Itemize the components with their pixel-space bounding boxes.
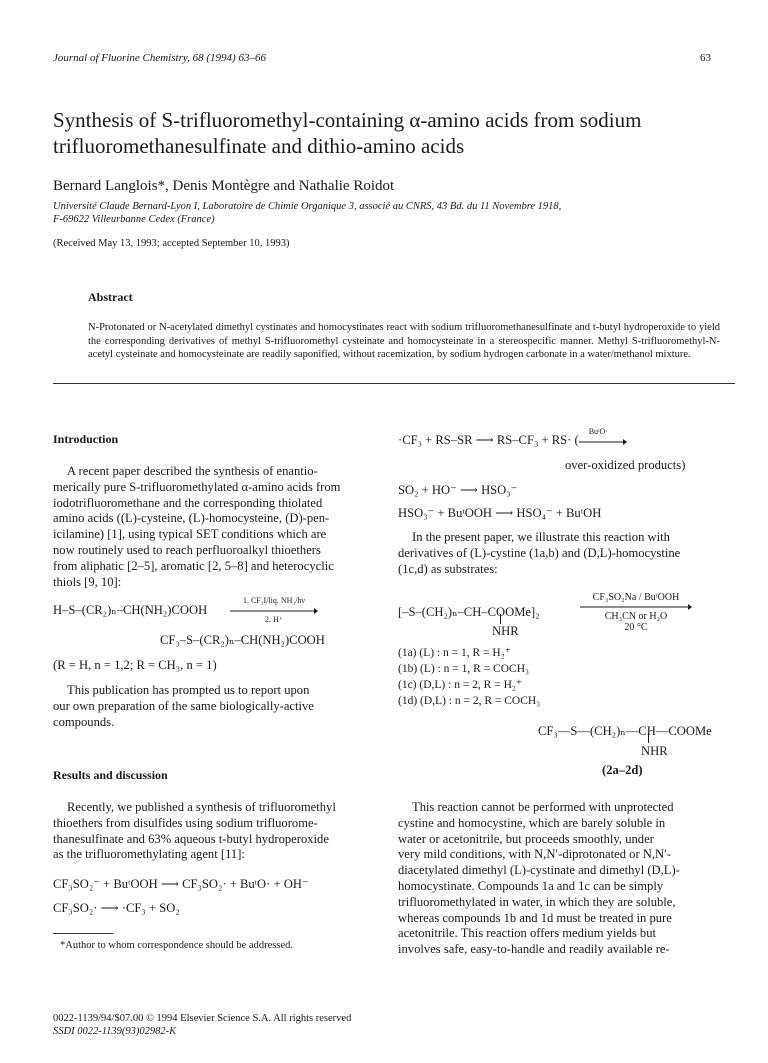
intro-line: A recent paper described the synthesis of enantio- <box>67 464 318 478</box>
intro-line: iodotrifluoromethane and the corresponding thiolated <box>53 495 323 510</box>
intro-line: amino acids ((L)-cysteine, (L)-homocysteine, (D)-pen- <box>53 511 330 526</box>
body-line: diacetylated dimethyl (L)-cystinate and dimethyl (D,L)- <box>398 863 680 878</box>
equation-1-reactant: H–S–(CR₂)ₙ–CH(NH₂)COOH <box>53 603 208 617</box>
equation-4-text: ·CF₃ + RS–SR ⟶ RS–CF₃ + RS· ( <box>398 433 579 447</box>
scheme-reactant-nhr: NHR <box>492 624 519 638</box>
scheme-reactant: [–S–(CH₂)ₙ–CH–COOMe]₂ <box>398 605 540 619</box>
body-paragraph-right-2 <box>398 800 720 958</box>
copyright-line: 0022-1139/94/$07.00 © 1994 Elsevier Science S.A. All rights reserved <box>53 1013 352 1024</box>
equation-4-arrow-label: BuᵗO· <box>588 427 608 436</box>
affiliation <box>53 200 733 226</box>
introduction-heading: Introduction <box>53 432 119 446</box>
compound-1a: (1a) (L) : n = 1, R = H₂⁺ <box>398 647 511 659</box>
intro-paragraph-1 <box>53 464 378 590</box>
reaction-arrow-icon <box>580 603 692 611</box>
reaction-arrow-icon <box>230 607 318 615</box>
reaction-arrow-icon <box>579 438 627 446</box>
results-line: thanesulfinate and 63% aqueous t-butyl hydroperoxide <box>53 831 329 846</box>
equation-4-arrow <box>579 427 627 444</box>
body-line: homocystinate. Compounds 1a and 1c can be simply <box>398 878 664 893</box>
abstract-text: N-Protonated or N-acetylated dimethyl cystinates and homocystinates react with sodium trifluoromethanesulfinate and t-butyl hydroperoxide to yield the corresponding derivatives of methyl S-trifluoromethyl cysteinate and homocysteinate in a stereospecific manner. Methyl S-trifluoromethyl-N-acetyl cysteinate and homocysteinate are readily saponified, without racemization, by sodium hydrogen carbonate in a water/methanol mixture. <box>88 322 720 360</box>
intro-line: now routinely used to reach perfluoroalkyl thioethers <box>53 542 321 557</box>
body-line: whereas compounds 1b and 1d must be treated in pure <box>398 910 672 925</box>
equation-6: HSO₃⁻ + BuᵗOOH ⟶ HSO₄⁻ + BuᵗOH <box>398 506 602 520</box>
abstract-divider <box>53 383 735 384</box>
equation-1-acid: 2. H⁺ <box>265 615 283 624</box>
compound-1b: (1b) (L) : n = 1, R = COCH₃ <box>398 663 530 675</box>
title-line-2: trifluoromethanesulfinate and dithio-amino acids <box>53 134 465 158</box>
equation-4-continuation: over-oxidized products) <box>565 458 686 472</box>
intro-paragraph-2 <box>53 683 378 730</box>
affiliation-line-1: Université Claude Bernard-Lyon I, Laboratoire de Chimie Organique 3, associé au CNRS, 43 Bd. du 11 Novembre 1918, <box>53 201 562 212</box>
intro-line: icilamine) [1], using typical SET conditions which are <box>53 527 327 542</box>
scheme-reagent: CF₃SO₂Na / BuᵗOOH <box>592 592 680 603</box>
body-line: acetonitrile. This reaction offers medium yields but <box>398 926 656 941</box>
body-line: involves safe, easy-to-handle and readily available re- <box>398 942 670 957</box>
equation-1-reagents: 1. CF₃I/liq. NH₃/hν <box>242 596 306 605</box>
body-line: water or acetonitrile, but proceeds smoothly, under <box>398 831 654 846</box>
body-line: derivatives of (L)-cystine (1a,b) and (D,L)-homocystine <box>398 545 681 560</box>
results-line: Recently, we published a synthesis of trifluoromethyl <box>67 800 336 814</box>
received-dates: (Received May 13, 1993; accepted September 10, 1993) <box>53 238 290 249</box>
affiliation-line-2: F-69622 Villeurbanne Cedex (France) <box>53 214 215 225</box>
body-paragraph-right-1 <box>398 530 720 577</box>
results-line: as the trifluoromethylating agent [11]: <box>53 847 245 862</box>
body-line: very mild conditions, with N,N′-diprotonated or N,N′- <box>398 847 672 862</box>
body-line: cystine and homocystine, which are barely soluble in <box>398 815 666 830</box>
intro-line: This publication has prompted us to report upon <box>67 683 310 697</box>
equation-1-product: CF₃–S–(CR₂)ₙ–CH(NH₂)COOH <box>160 633 325 647</box>
product-nhr: NHR <box>641 744 668 758</box>
intro-line: from aliphatic [2–5], aromatic [2, 5–8] and heterocyclic <box>53 558 334 573</box>
body-line: trifluoromethylated in water, in which they are soluble, <box>398 894 676 909</box>
intro-line: compounds. <box>53 714 115 729</box>
footnote: *Author to whom correspondence should be addressed. <box>60 940 293 951</box>
body-line: (1c,d) as substrates: <box>398 561 498 576</box>
compound-1c: (1c) (D,L) : n = 2, R = H₂⁺ <box>398 679 522 691</box>
intro-line: thiols [9, 10]: <box>53 574 122 589</box>
footnote-divider <box>53 933 113 934</box>
intro-line: our own preparation of the same biologically-active <box>53 698 314 713</box>
equation-1-conditions: (R = H, n = 1,2; R = CH₃, n = 1) <box>53 658 217 672</box>
product-bond-line <box>648 733 650 743</box>
compound-1d: (1d) (D,L) : n = 2, R = COCH₃ <box>398 695 541 707</box>
results-paragraph-1 <box>53 800 378 863</box>
product-formula: CF₃—S—(CH₂)ₙ—CH—COOMe <box>538 724 712 738</box>
authors: Bernard Langlois*, Denis Montègre and Nathalie Roidot <box>53 178 395 194</box>
product-label: (2a–2d) <box>602 763 643 777</box>
intro-line: merically pure S-trifluoromethylated α-amino acids from <box>53 479 341 494</box>
abstract-heading: Abstract <box>88 290 133 304</box>
results-heading: Results and discussion <box>53 768 168 782</box>
equation-2: CF₃SO₂⁻ + BuᵗOOH ⟶ CF₃SO₂· + BuᵗO· + OH⁻ <box>53 877 309 891</box>
scheme-arrow <box>580 592 692 633</box>
results-line: thioethers from disulfides using sodium trifluorome- <box>53 815 318 830</box>
equation-1-arrow <box>230 596 318 624</box>
scheme-temperature: 20 °C <box>624 622 648 633</box>
compound-list <box>398 645 540 709</box>
scheme-solvent: CH₃CN or H₂O <box>604 611 668 622</box>
ssdi-line: SSDI 0022-1139(93)02982-K <box>53 1026 177 1037</box>
body-line: This reaction cannot be performed with unprotected <box>412 800 674 814</box>
equation-5: SO₂ + HO⁻ ⟶ HSO₃⁻ <box>398 483 518 497</box>
journal-citation: Journal of Fluorine Chemistry, 68 (1994) 63–66 <box>53 52 266 64</box>
equation-4 <box>398 427 627 448</box>
title-line-1: Synthesis of S-trifluoromethyl-containing α-amino acids from sodium <box>53 108 642 132</box>
body-line: In the present paper, we illustrate this reaction with <box>412 530 670 544</box>
page-number: 63 <box>700 52 711 64</box>
copyright-block <box>53 1012 351 1038</box>
article-title <box>53 107 733 159</box>
equation-3: CF₃SO₂· ⟶ ·CF₃ + SO₂ <box>53 901 180 915</box>
